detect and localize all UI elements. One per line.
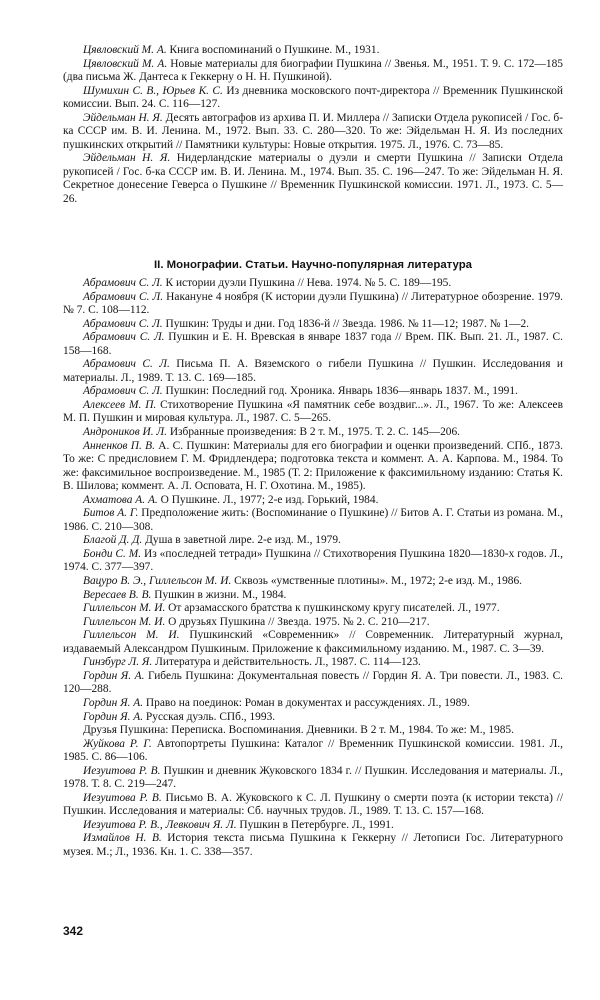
bib-text: Из «последней тетради» Пушкина // Стихотворения Пушкина 1820—1830-х годов. Л., 1974. С. 377—397. bbox=[63, 547, 563, 574]
bib-text: Русская дуэль. СПб., 1993. bbox=[143, 710, 276, 723]
bib-entry bbox=[63, 534, 563, 548]
bib-text: Книга воспоминаний о Пушкине. М., 1931. bbox=[166, 44, 380, 56]
bib-author: Абрамович С. Л. bbox=[83, 385, 163, 398]
bib-entry bbox=[63, 58, 563, 85]
bib-author: Иезуитова Р. В. bbox=[83, 791, 162, 804]
bib-text: Гибель Пушкина: Документальная повесть // Гордин Я. А. Три повести. Л., 1983. С. 120—288. bbox=[63, 669, 564, 696]
bib-text: Автопортреты Пушкина: Каталог // Временник Пушкинской комиссии. 1981. Л., 1985. С. 86—106. bbox=[63, 737, 564, 764]
bib-entry bbox=[63, 494, 563, 508]
bib-text: Письма П. А. Вяземского о гибели Пушкина // Пушкин. Исследования и материалы. Л., 1989. Т. 13. С. 169—185. bbox=[63, 358, 563, 384]
bib-text: К истории дуэли Пушкина // Нева. 1974. № 5. С. 189—195. bbox=[162, 277, 452, 289]
bib-text: О друзьях Пушкина // Звезда. 1975. № 2. С. 210—217. bbox=[165, 615, 430, 628]
bib-entry bbox=[63, 629, 563, 656]
bib-text: Пушкин: Труды и дни. Год 1836-й // Звезда. 1986. № 11—12; 1987. № 1—2. bbox=[162, 317, 530, 330]
bib-author: Андроников И. Л. bbox=[83, 426, 167, 439]
bib-text: Пушкин в Петербурге. Л., 1991. bbox=[236, 818, 394, 831]
bib-author: Измайлов Н. В. bbox=[83, 832, 162, 845]
bib-entry bbox=[63, 819, 563, 833]
bib-text: Пушкин в жизни. М., 1984. bbox=[151, 588, 287, 601]
bib-author: Иезуитова Р. В. bbox=[83, 764, 161, 777]
bib-author: Иезуитова Р. В., Левкович Я. Л. bbox=[83, 818, 237, 831]
bib-author: Анненков П. В. bbox=[83, 439, 155, 452]
bib-entry bbox=[63, 85, 563, 112]
bib-author: Жуйкова Р. Г. bbox=[83, 737, 152, 750]
bib-author: Гиллельсон М. И. bbox=[83, 629, 180, 642]
bib-author: Вацуро В. Э., Гиллельсон М. И. bbox=[83, 575, 232, 588]
bib-entry bbox=[63, 602, 563, 616]
bib-author: Гинзбург Л. Я. bbox=[83, 656, 153, 669]
bib-text: Предположение жить: (Воспоминание о Пушкине) // Битов А. Г. Статьи из романа. М., 1986. С. 210—308. bbox=[63, 507, 563, 533]
bib-entry bbox=[63, 711, 563, 725]
bib-author: Абрамович С. Л. bbox=[83, 290, 164, 303]
bib-author: Цявловский М. А. bbox=[83, 44, 167, 56]
bib-author: Алексеев М. П. bbox=[83, 398, 157, 411]
bib-author: Гиллельсон М. И. bbox=[83, 602, 166, 615]
bib-text: Избранные произведения: В 2 т. М., 1975. Т. 2. С. 145—206. bbox=[166, 426, 461, 439]
bib-author: Вересаев В. В. bbox=[83, 588, 152, 601]
bib-text: Литература и действительность. Л., 1987. С. 114—123. bbox=[152, 656, 421, 669]
bib-entry bbox=[63, 832, 563, 859]
bib-entry bbox=[63, 152, 563, 206]
bib-text: О Пушкине. Л., 1977; 2-е изд. Горький, 1984. bbox=[157, 493, 379, 506]
bib-author: Благой Д. Д. bbox=[83, 534, 143, 547]
bib-entry bbox=[63, 426, 563, 440]
bib-entry bbox=[63, 589, 563, 603]
bib-entry bbox=[63, 575, 563, 589]
bib-entry bbox=[63, 616, 563, 630]
bib-text: Друзья Пушкина: Переписка. Воспоминания. Дневники. В 2 т. М., 1984. То же: М., 1985. bbox=[83, 724, 514, 737]
bib-text: Из дневника московского почт-директора // Временник Пушкинской комиссии. Вып. 24. С. 116—127. bbox=[63, 84, 563, 111]
bib-entry bbox=[63, 277, 563, 291]
bib-entry bbox=[63, 385, 563, 399]
bib-text: Душа в заветной лире. 2-е изд. М., 1979. bbox=[142, 534, 341, 547]
bib-text: Право на поединок: Роман в документах и рассуждениях. Л., 1989. bbox=[143, 696, 470, 709]
bib-entry bbox=[63, 440, 563, 494]
bib-text: Нидерландские материалы о дуэли и смерти Пушкина // Записки Отдела рукописей / Гос. б-ка СССР им. В. И. Ленина. М., 1974. Вып. 35. С. 196—247. То же: Эйдельман Н. Я. Секретное донесение Геверса о Пушкине // Временник Пушкинской комиссии. 1971. Л., 1973. С. 5—26. bbox=[63, 152, 563, 206]
bib-entry bbox=[63, 548, 563, 575]
bib-author: Абрамович С. Л. bbox=[83, 317, 163, 330]
page-number: 342 bbox=[63, 924, 84, 938]
bib-entry bbox=[63, 44, 563, 58]
bib-text: Пушкинский «Современник» // Современник. Литературный журнал, издаваемый Александром Пушкиным. Приложение к факсимильному изданию. М., 1987. С. 3—39. bbox=[63, 629, 563, 655]
bib-author: Битов А. Г. bbox=[83, 507, 139, 520]
bib-author: Эйдельман Н. Я. bbox=[83, 111, 163, 124]
bib-author: Гордин Я. А. bbox=[83, 669, 145, 682]
bib-text: От арзамасского братства к пушкинскому кругу писателей. Л., 1977. bbox=[165, 602, 500, 615]
bib-entry bbox=[63, 112, 563, 153]
bib-text: Стихотворение Пушкина «Я памятник себе воздвиг...». Л., 1967. То же: Алексеев М. П. Пушкин и мировая культура. Л., 1987. С. 5—265. bbox=[63, 398, 563, 425]
bib-text: Пушкин и дневник Жуковского 1834 г. // Пушкин. Исследования и материалы. Л., 1978. Т. 8. С. 219—247. bbox=[63, 764, 563, 791]
bib-author: Цявловский М. А. bbox=[83, 57, 168, 70]
bib-author: Абрамович С. Л. bbox=[83, 358, 170, 371]
bib-author: Шумихин С. В., Юрьев К. С. bbox=[83, 84, 223, 97]
bib-author: Гордин Я. А. bbox=[83, 710, 144, 723]
bib-text: Письмо В. А. Жуковского к С. Л. Пушкину о смерти поэта (к истории текста) // Пушкин. Исследования и материалы: Сб. научных трудов. Л., 1989. Т. 13. С. 157—168. bbox=[63, 791, 563, 818]
bib-entry bbox=[63, 291, 563, 318]
bib-text: Пушкин и Е. Н. Вревская в январе 1837 года // Врем. ПК. Вып. 21. Л., 1987. С. 158—168. bbox=[63, 331, 563, 357]
bib-text: История текста письма Пушкина к Геккерну // Летописи Гос. Литературного музея. М.; Л., 1936. Кн. 1. С. 338—357. bbox=[63, 832, 563, 858]
bib-text: Новые материалы для биографии Пушкина // Звенья. М., 1951. Т. 9. С. 172—185 (два письма Ж. Дантеса к Геккерну о Н. Н. Пушкиной). bbox=[63, 57, 563, 84]
bib-author: Ахматова А. А. bbox=[83, 493, 158, 506]
bib-entry bbox=[63, 792, 563, 819]
bib-entry bbox=[63, 507, 563, 534]
bib-author: Абрамович С. Л. bbox=[83, 277, 163, 289]
bib-entry bbox=[63, 738, 563, 765]
bib-entry bbox=[63, 724, 563, 738]
bib-entry bbox=[63, 656, 563, 670]
bib-author: Бонди С. М. bbox=[83, 547, 142, 560]
bib-text: Сквозь «умственные плотины». М., 1972; 2-е изд. М., 1986. bbox=[231, 575, 523, 588]
bib-author: Абрамович С. Л. bbox=[83, 331, 165, 344]
bib-text: А. С. Пушкин: Материалы для его биографии и оценки произведений. СПб., 1873. То же: С предисловием Г. М. Фридлендера; подготовка текста и коммент. А. А. Карпова. М., 1984. То же: факсимильное воспроизведение. М., 1985 (Т. 2: Приложение к факсимильному изданию: Статья К. В. Шилова; коммент. А. Л. Осповата, Н. Г. Охотина. М., 1985). bbox=[63, 439, 563, 493]
bib-entry bbox=[63, 670, 563, 697]
bib-entry bbox=[63, 318, 563, 332]
bib-author: Гордин Я. А. bbox=[83, 696, 144, 709]
bib-text: Пушкин: Последний год. Хроника. Январь 1836—январь 1837. М., 1991. bbox=[162, 385, 518, 398]
bib-entry bbox=[63, 697, 563, 711]
bib-entry bbox=[63, 358, 563, 385]
bib-text: Десять автографов из архива П. И. Миллера // Записки Отдела рукописей / Гос. б-ка СССР им. В. И. Ленина. М., 1972. Вып. 33. С. 280—320. То же: Эйдельман Н. Я. Из последних пушкинских открытий // Памятники культуры: Новые открытия. 1975. Л., 1976. С. 73—85. bbox=[63, 111, 563, 151]
bibliography-list-sources bbox=[63, 44, 563, 207]
section-heading: II. Монографии. Статьи. Научно-популярная литература bbox=[153, 259, 473, 271]
bib-entry bbox=[63, 399, 563, 426]
bib-entry bbox=[63, 331, 563, 358]
bib-author: Эйдельман Н. Я. bbox=[83, 152, 171, 165]
bib-entry bbox=[63, 765, 563, 792]
bib-author: Гиллельсон М. И. bbox=[83, 615, 166, 628]
bib-text: Накануне 4 ноября (К истории дуэли Пушкина) // Литературное обозрение. 1979. № 7. С. 108—112. bbox=[63, 290, 563, 317]
bibliography-list-monographs bbox=[63, 277, 563, 860]
